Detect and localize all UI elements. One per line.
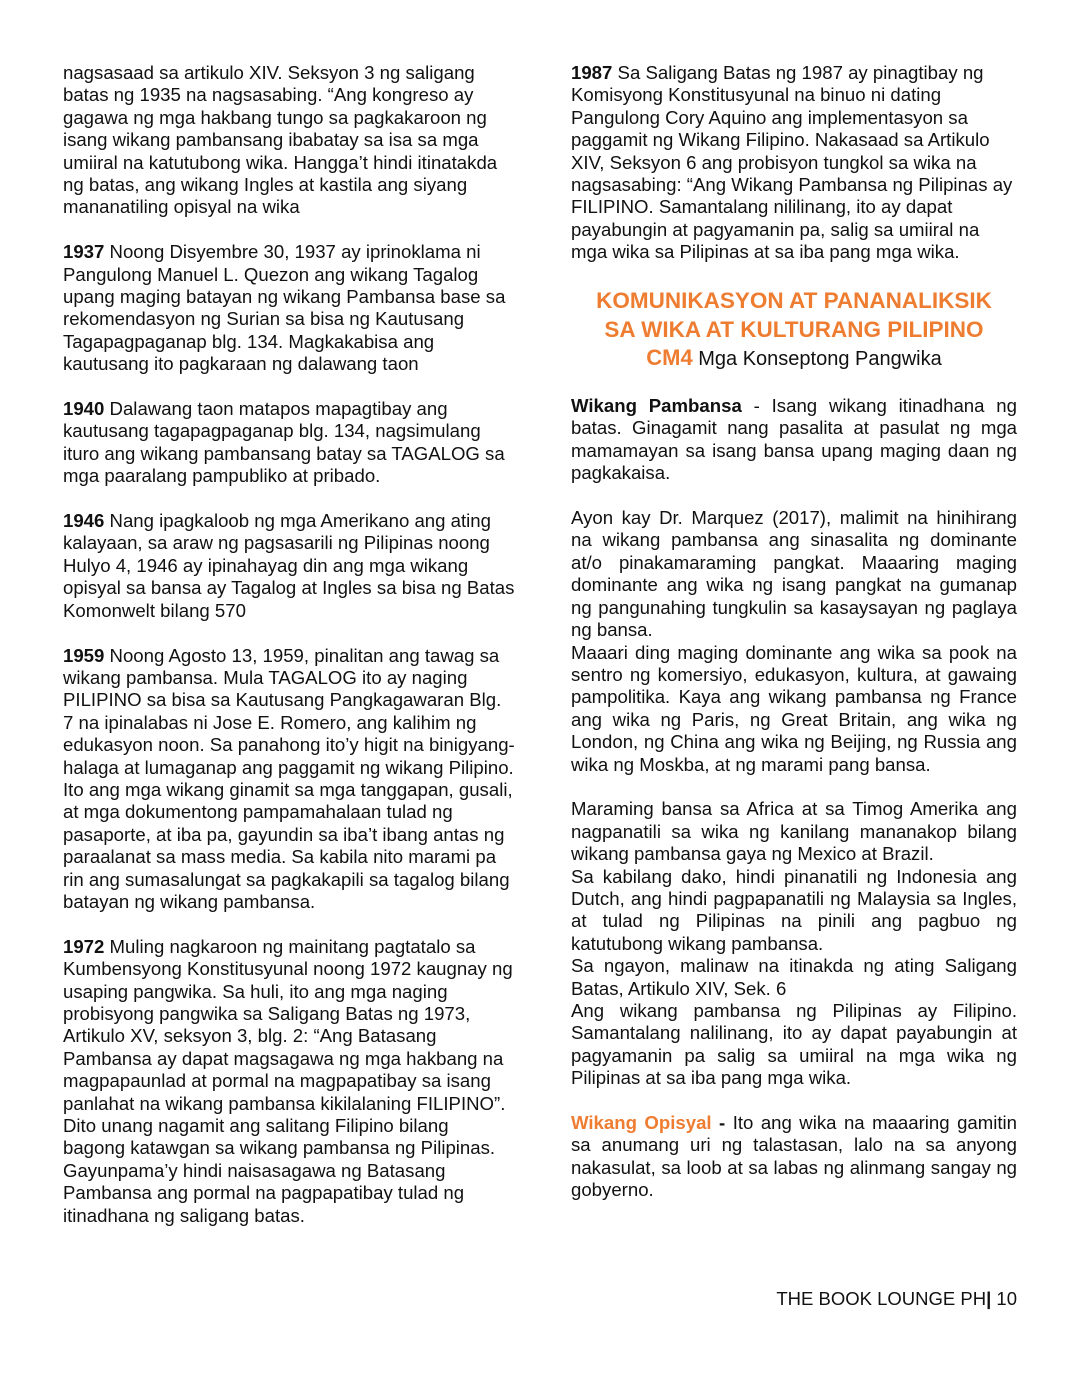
right-column <box>571 62 1017 1224</box>
entry-1987-text: Sa Saligang Batas ng 1987 ay pinagtibay ng Komisyong Konstitusyunal na binuo ni dating Pangulong Cory Aquino ang implementasyon sa paggamit ng Wikang Filipino. Nakasaad sa Artikulo XIV, Seksyon 6 ang probisyon tungkol sa wika na nagsasabing: “Ang Wikang Pambansa ng Pilipinas ay FILIPINO. Samantalang nililinang, ito ay dapat payabungin at pagyamanin pa, salig sa umiiral na mga wika sa Pilipinas at sa iba pang mga wika. <box>571 62 1013 263</box>
entry-1940 <box>63 398 515 488</box>
wikang-opisyal-definition <box>571 1112 1017 1202</box>
section-heading-line-2: SA WIKA AT KULTURANG PILIPINO <box>604 317 984 343</box>
left-column <box>63 62 515 1249</box>
year-1946: 1946 <box>63 510 105 532</box>
paragraph-1935-continuation: nagsasaad sa artikulo XIV. Seksyon 3 ng saligang batas ng 1935 na nagsasabing. “Ang kongreso ay gagawa ng mga hakbang tungo sa pagkakaroon ng isang wikang pambansang ibabatay sa isa sa mga umiiral na katutubong wika. Hangga’t hindi itinatakda ng batas, ang wikang Ingles at kastila ang siyang mananatiling opisyal na wika <box>63 62 498 218</box>
entry-1959 <box>63 645 515 914</box>
year-1940: 1940 <box>63 398 105 420</box>
marquez-paragraph-2: Maaari ding maging dominante ang wika sa pook na sentro ng komersiyo, edukasyon, kultura, at gawaing pampolitika. Kaya ang wikang pambansa ng France ang wika ng Paris, ng Great Britain, ang wika ng London, ng China ang wika ng Beijing, ng Russia ang wika ng Moskba, at ng marami pang bansa. <box>571 641 1017 775</box>
africa-paragraph-4: Ang wikang pambansa ng Pilipinas ay Filipino. Samantalang nalilinang, ito ay dapat payabungin at pagyamanin pa salig sa umiiral na mga wika ng Pilipinas at sa iba pang mga wika. <box>571 999 1017 1089</box>
section-subheading <box>571 344 1017 373</box>
wikang-pambansa-definition <box>571 395 1017 485</box>
entry-1937 <box>63 241 515 375</box>
year-1937: 1937 <box>63 241 105 263</box>
section-heading <box>571 286 1017 344</box>
module-title: Mga Konseptong Pangwika <box>692 348 942 371</box>
entry-1987 <box>571 62 1017 264</box>
entry-1946 <box>63 510 515 622</box>
footer-separator: | <box>986 1288 992 1309</box>
entry-1940-text: Dalawang taon matapos mapagtibay ang kautusang tagapagpaganap blg. 134, nagsimulang ituro ang wikang pambansang batay sa TAGALOG sa mga paaralang pampubliko at pribado. <box>63 398 505 487</box>
term-wikang-opisyal: Wikang Opisyal <box>571 1112 712 1133</box>
entry-1946-text: Nang ipagkaloob ng mga Amerikano ang ating kalayaan, sa araw ng pagsasarili ng Pilipinas noong Hulyo 4, 1946 ay ipinahayag din ang mga wikang opisyal sa bansa ay Tagalog at Ingles sa bisa ng Batas Komonwelt bilang 570 <box>63 510 515 621</box>
module-code: CM4 <box>646 345 693 371</box>
entry-1937-text: Noong Disyembre 30, 1937 ay iprinoklama ni Pangulong Manuel L. Quezon ang wikang Tagalog upang maging batayan ng wikang Pambansa base sa rekomendasyon ng Surian sa bisa ng Kautusang Tagapagpaganap blg. 134. Magkakabisa ang kautusang ito pagkaraan ng dalawang taon <box>63 241 506 375</box>
section-heading-line-1: KOMUNIKASYON AT PANANALIKSIK <box>596 288 992 314</box>
entry-1972-text: Muling nagkaroon ng mainitang pagtatalo sa Kumbensyong Konstitusyunal noong 1972 kaugnay ng usaping pangwika. Sa huli, ito ang mga naging probisyong pangwika sa Saligang Batas ng 1973, Artikulo XV, seksyon 3, blg. 2: “Ang Batasang Pambansa ay dapat magsagawa ng mga hakbang na magpapaunlad at pormal na magpapatibay sa isang panlahat na wikang pambansa kikilalaning FILIPINO”. Dito unang nagamit ang salitang Filipino bilang bagong katawgan sa wikang pambansa ng Pilipinas. Gayunpama’y hindi naisasagawa ng Batasang Pambansa ang pormal na pagpapatibay tulad ng itinadhana ng saligang batas. <box>63 935 513 1226</box>
year-1972: 1972 <box>63 935 105 957</box>
marquez-paragraph-1: Ayon kay Dr. Marquez (2017), malimit na hinihirang na wikang pambansa ang sinasalita ng dominante at/o pinakamaraming pangkat. Maaaring maging dominante ang wika ng isang pangkat na gumanap ng pangunahing tungkulin sa kasaysayan ng paglaya ng bansa. <box>571 507 1017 641</box>
wikang-opisyal-text: Ito ang wika na maaaring gamitin sa anumang uri ng talastasan, lalo na sa anyong nakasulat, sa loob at sa labas ng alinmang sangay ng gobyerno. <box>571 1112 1018 1201</box>
footer-brand: THE BOOK LOUNGE PH <box>776 1288 987 1309</box>
term-wikang-pambansa: Wikang Pambansa <box>571 395 742 417</box>
wikang-pambansa-text: - Isang wikang itinadhana ng batas. Ginagamit nang pasalita at pasulat ng mga mamamayan sa isang bansa upang maging daan ng pagkakaisa. <box>571 395 1017 484</box>
entry-1972 <box>63 936 515 1227</box>
entry-1959-text: Noong Agosto 13, 1959, pinalitan ang tawag sa wikang pambansa. Mula TAGALOG ito ay naging PILIPINO sa bisa sa Kautusang Pangkagawaran Blg. 7 na ipinalabas ni Jose E. Romero, ang kalihim ng edukasyon noon. Sa panahong ito’y higit na binigyang-halaga at lumaganap ang paggamit ng wikang Pilipino. Ito ang mga wikang ginamit sa mga tanggapan, gusali, at mga dokumentong pampamahalaan tulad ng pasaporte, at iba pa, gayundin sa iba’t ibang antas ng paraalanat sa mass media. Sa kabila nito marami pa rin ang sumasalungat sa pagkakapili sa tagalog bilang batayan ng wikang pambansa. <box>63 644 515 912</box>
year-1959: 1959 <box>63 644 105 666</box>
page-footer <box>776 1288 1017 1310</box>
year-1987: 1987 <box>571 62 613 83</box>
africa-paragraph-3: Sa ngayon, malinaw na itinakda ng ating Saligang Batas, Artikulo XIV, Sek. 6 <box>571 955 1017 999</box>
africa-paragraph-2: Sa kabilang dako, hindi pinanatili ng Indonesia ang Dutch, ang hindi pagpapanatili ng Malaysia sa Ingles, at tulad ng Pilipinas na pinili ang pagbuo ng katutubong wikang pambansa. <box>571 865 1017 954</box>
africa-paragraph-1: Maraming bansa sa Africa at sa Timog Amerika ang nagpanatili sa wika ng kanilang mananakop bilang wikang pambansa gaya ng Mexico at Brazil. <box>571 798 1017 865</box>
page-number: 10 <box>996 1288 1017 1309</box>
wikang-opisyal-dash: - <box>711 1112 726 1133</box>
